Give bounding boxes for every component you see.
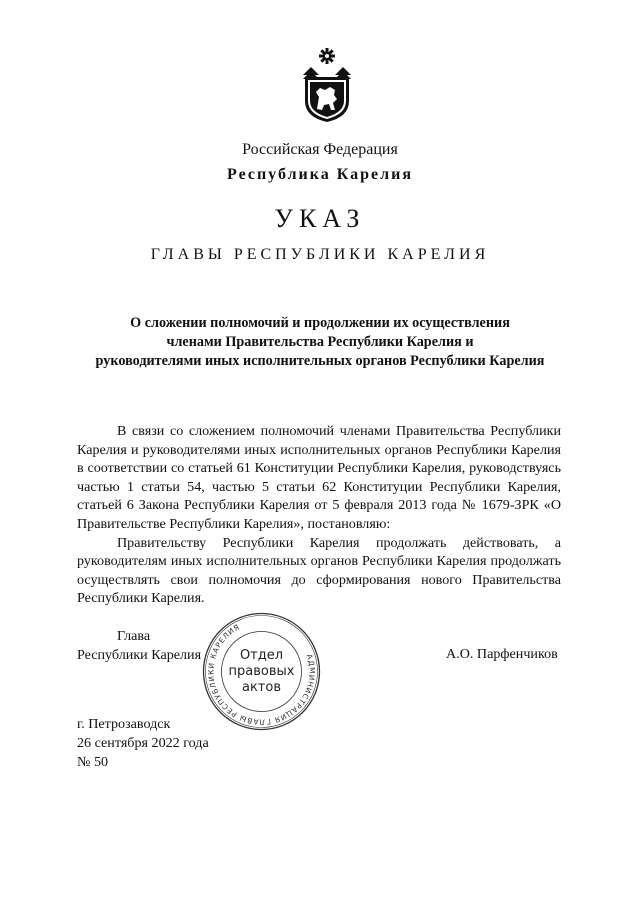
country-heading: Российская Федерация <box>242 141 398 158</box>
body-paragraph: Правительству Республики Карелия продолжать действовать, а руководителям иных исполнительных органов Республики Карелия продолжать осуществлять свои полномочия до сформирования нового Правительства Республики Карелия. <box>77 534 561 607</box>
decree-title-line: руководителями иных исполнительных органов Республики Карелия <box>95 353 545 369</box>
stamp-ring-text: АДМИНИСТРАЦИЯ ГЛАВЫ РЕСПУБЛИКИ КАРЕЛИЯ <box>206 622 317 727</box>
signatory-role-line: Республики Карелия <box>77 647 202 663</box>
stamp-text-line: Отдел <box>239 648 284 663</box>
issue-place: г. Петрозаводск <box>77 716 171 732</box>
decree-title-line: О сложении полномочий и продолжении их осуществления <box>130 315 510 331</box>
republic-heading: Республика Карелия <box>227 166 413 183</box>
signatory-role <box>77 627 201 665</box>
document-type-heading: УКАЗ <box>274 204 366 233</box>
decree-number: № 50 <box>77 754 109 770</box>
decree-title-line: членами Правительства Республики Карелия и <box>166 334 474 350</box>
signatory-role-line: Глава <box>117 628 151 644</box>
issue-date: 26 сентября 2022 года <box>77 735 209 751</box>
decree-title <box>0 314 640 371</box>
stamp-text-line: актов <box>241 680 282 695</box>
stamp-text-line: правовых <box>228 664 295 679</box>
signatory-name: А.О. Парфенчиков <box>446 646 558 662</box>
body-paragraph: В связи со сложением полномочий членами Правительства Республики Карелия и руководителями иных исполнительных органов Республики Карелия в соответствии со статьей 61 Конституции Республики Карелия, руководствуясь частью 1 статьи 54, частью 5 статьи 62 Конституции Республики Карелия, статьей 6 Закона Республики Карелия от 5 февраля 2013 года № 1679-ЗРК «О Правительстве Республики Карелия», постановляю: <box>77 423 561 532</box>
official-stamp <box>201 611 322 732</box>
coat-of-arms-emblem <box>299 47 355 123</box>
issue-details <box>77 715 209 772</box>
decree-body <box>77 422 561 608</box>
issuer-heading: ГЛАВЫ РЕСПУБЛИКИ КАРЕЛИЯ <box>150 246 490 263</box>
